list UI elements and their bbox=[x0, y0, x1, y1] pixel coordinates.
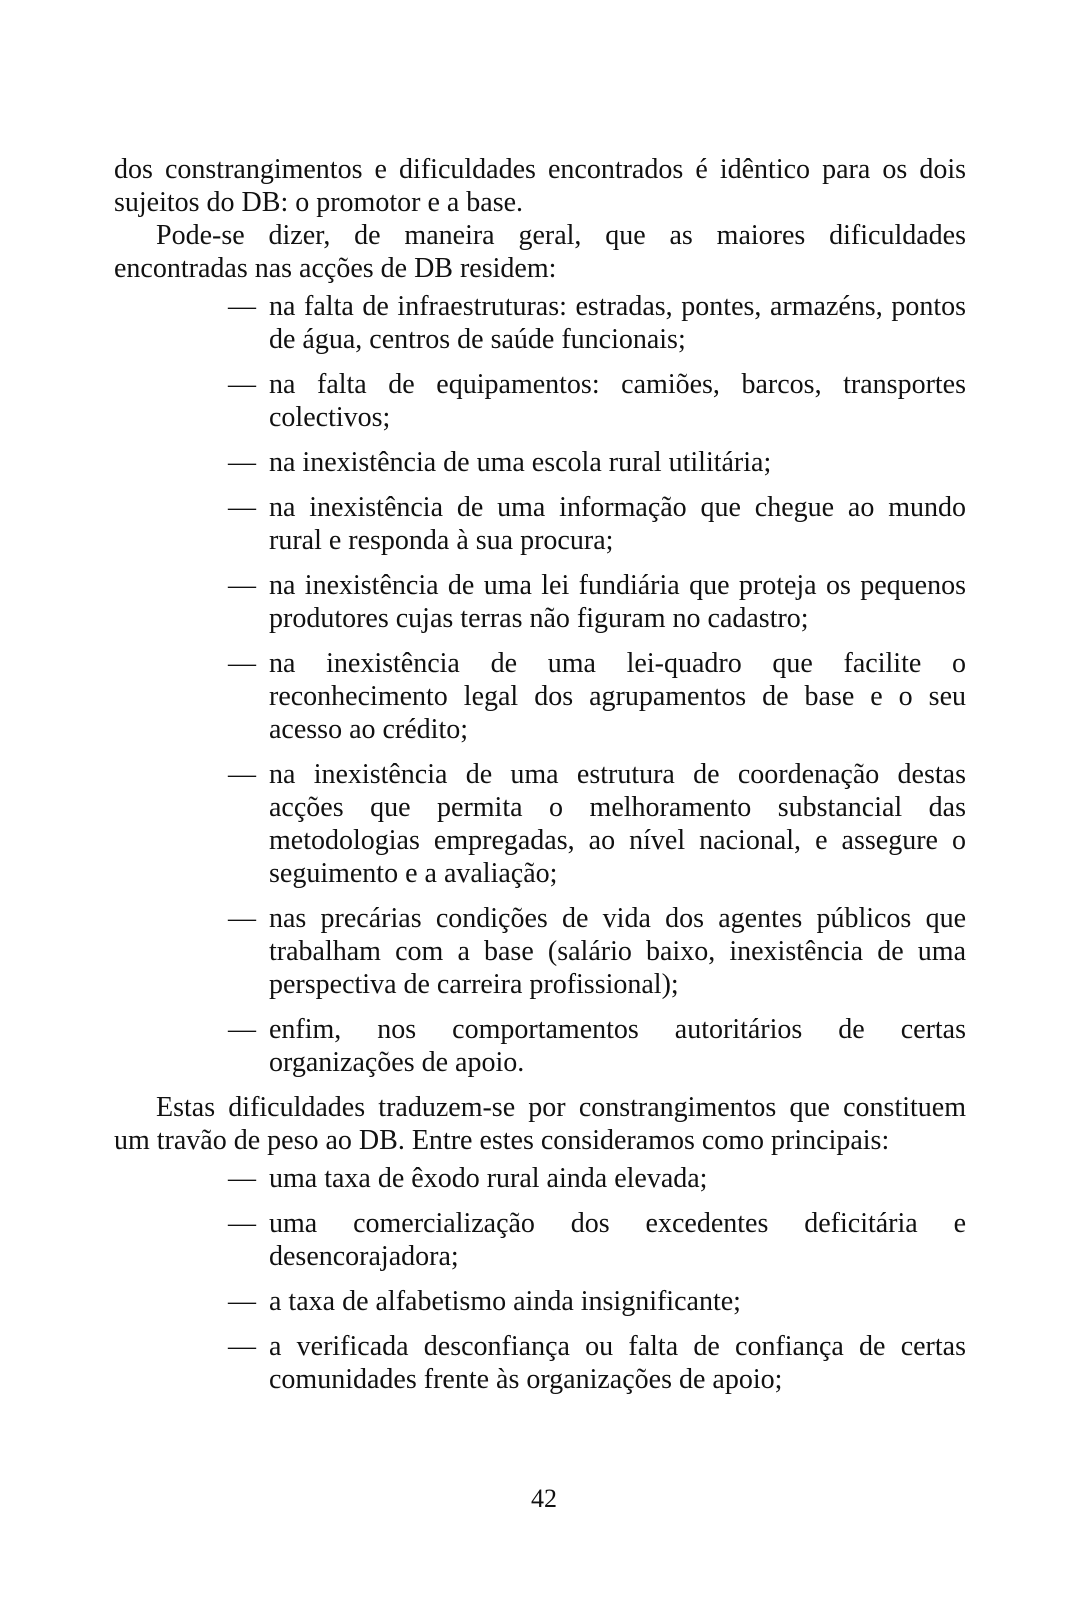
list-item bbox=[114, 758, 966, 890]
dash-glyph: — bbox=[228, 903, 256, 934]
dash-glyph: — bbox=[228, 1286, 256, 1317]
list-item-text: na inexistência de uma lei-quadro que facilite o reconhecimento legal dos agrupamentos de base e o seu acesso ao crédito; bbox=[269, 648, 966, 745]
list-item-text: a taxa de alfabetismo ainda insignificante; bbox=[269, 1286, 741, 1317]
list-item-text: na inexistência de uma escola rural utilitária; bbox=[269, 447, 772, 478]
list-item-text: na inexistência de uma informação que chegue ao mundo rural e responda à sua procura; bbox=[269, 492, 966, 556]
list-item-text: na inexistência de uma estrutura de coordenação destas acções que permita o melhoramento substancial das metodologias empregadas, ao nível nacional, e assegure o seguimento e a avaliação; bbox=[269, 759, 966, 889]
list-item bbox=[114, 1330, 966, 1396]
paragraph-constraints: Estas dificuldades traduzem-se por constrangimentos que constituem um travão de peso ao DB. Entre estes consideramos como principais: bbox=[114, 1092, 966, 1156]
constraints-list bbox=[114, 1162, 966, 1396]
dash-glyph: — bbox=[228, 447, 256, 478]
list-item-text: nas precárias condições de vida dos agentes públicos que trabalham com a base (salário baixo, inexistência de uma perspectiva de carreira profissional); bbox=[269, 903, 966, 1000]
list-item-text: enfim, nos comportamentos autoritários de certas organizações de apoio. bbox=[269, 1014, 966, 1078]
paragraph-continuation: dos constrangimentos e dificuldades encontrados é idêntico para os dois sujeitos do DB: o promotor e a base. bbox=[114, 154, 966, 218]
dash-glyph: — bbox=[228, 1331, 256, 1362]
list-item-text: uma comercialização dos excedentes deficitária e desencorajadora; bbox=[269, 1208, 966, 1272]
list-item bbox=[114, 368, 966, 434]
body-text bbox=[114, 153, 966, 1396]
list-item bbox=[114, 647, 966, 746]
list-item-text: uma taxa de êxodo rural ainda elevada; bbox=[269, 1163, 708, 1194]
paragraph-intro-difficulties: Pode-se dizer, de maneira geral, que as maiores dificuldades encontradas nas acções de DB residem: bbox=[114, 220, 966, 284]
list-item bbox=[114, 446, 966, 479]
list-item bbox=[114, 1285, 966, 1318]
dash-glyph: — bbox=[228, 492, 256, 523]
list-item bbox=[114, 1207, 966, 1273]
dash-glyph: — bbox=[228, 648, 256, 679]
list-item-text: na falta de infraestruturas: estradas, pontes, armazéns, pontos de água, centros de saúde funcionais; bbox=[269, 291, 966, 355]
dash-glyph: — bbox=[228, 291, 256, 322]
list-item-text: a verificada desconfiança ou falta de confiança de certas comunidades frente às organizações de apoio; bbox=[269, 1331, 966, 1395]
list-item-text: na inexistência de uma lei fundiária que proteja os pequenos produtores cujas terras não figuram no cadastro; bbox=[269, 570, 966, 634]
list-item bbox=[114, 290, 966, 356]
dash-glyph: — bbox=[228, 1208, 256, 1239]
dash-glyph: — bbox=[228, 1014, 256, 1045]
dash-glyph: — bbox=[228, 759, 256, 790]
dash-glyph: — bbox=[228, 369, 256, 400]
list-item-text: na falta de equipamentos: camiões, barcos, transportes colectivos; bbox=[269, 369, 966, 433]
list-item bbox=[114, 491, 966, 557]
dash-glyph: — bbox=[228, 1163, 256, 1194]
list-item bbox=[114, 902, 966, 1001]
list-item bbox=[114, 1162, 966, 1195]
difficulties-list bbox=[114, 290, 966, 1079]
page-number: 42 bbox=[531, 1484, 557, 1513]
dash-glyph: — bbox=[228, 570, 256, 601]
list-item bbox=[114, 569, 966, 635]
list-item bbox=[114, 1013, 966, 1079]
